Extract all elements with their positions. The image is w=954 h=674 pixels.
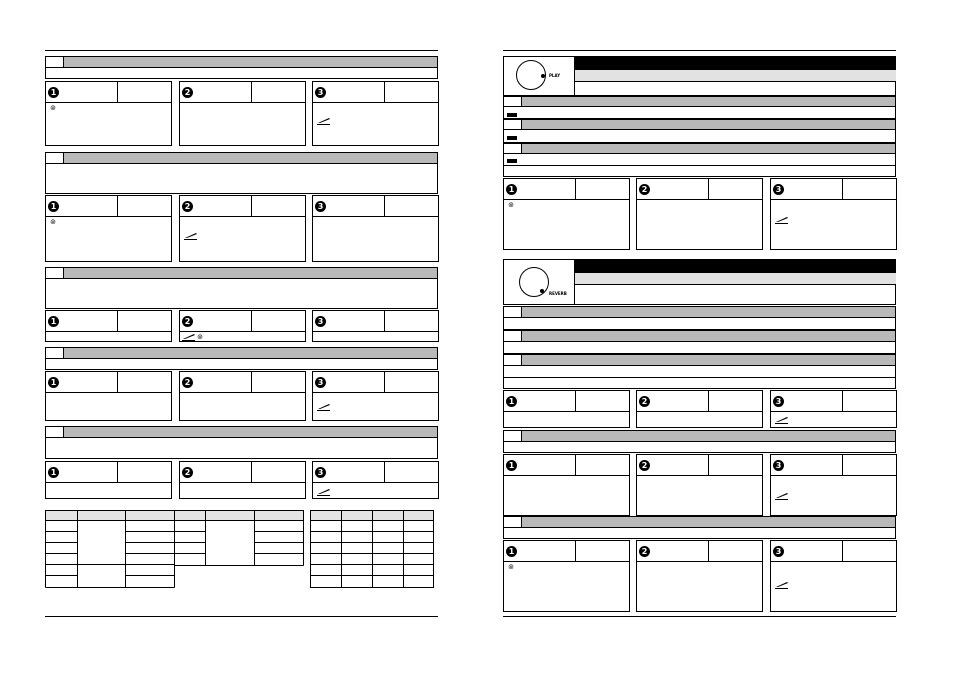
pedal-icon — [317, 403, 331, 411]
reverb-title-bar — [575, 259, 896, 273]
play-note-row — [503, 165, 896, 177]
left-section-3-step-2 — [179, 310, 306, 342]
left-page-bottom-rule — [45, 616, 438, 617]
right-reference-table — [310, 510, 434, 588]
left-section-3-step-3 — [312, 310, 439, 342]
option-marker-icon — [507, 113, 517, 117]
option-marker-icon — [507, 136, 517, 140]
section-tag — [46, 153, 64, 163]
step-number-icon: 1 — [48, 467, 59, 478]
reverb-knob-label: REVERB — [549, 291, 567, 296]
step-number-icon: 1 — [48, 201, 59, 212]
play-step-2 — [636, 178, 763, 250]
play-option-1-body — [503, 106, 896, 119]
step-number-icon: 1 — [506, 460, 517, 471]
reverb-c-step-1 — [503, 540, 630, 612]
left-page-top-rule — [45, 50, 438, 51]
pedal-icon — [317, 488, 331, 496]
right-page-top-rule — [503, 50, 896, 51]
reverb-c-step-2 — [636, 540, 763, 612]
section-tag — [504, 355, 522, 365]
play-step-3 — [770, 178, 897, 250]
left-section-1-step-3 — [312, 81, 439, 146]
reverb-a-step-2 — [636, 390, 763, 428]
pedal-icon — [775, 581, 789, 589]
section-tag — [504, 120, 522, 129]
left-section-2-step-3 — [312, 195, 439, 262]
left-section-4-step-2 — [179, 371, 306, 421]
pedal-icon — [184, 232, 198, 240]
step-number-icon: 2 — [639, 460, 650, 471]
pedal-icon — [775, 492, 789, 500]
left-reference-table — [45, 510, 305, 588]
step-number-icon: 3 — [315, 87, 326, 98]
left-section-1-body — [45, 67, 438, 79]
dial-icon: ⊚ — [508, 563, 514, 571]
reverb-b-step-1 — [503, 454, 630, 516]
step-number-icon: 3 — [315, 377, 326, 388]
step-number-icon: 1 — [506, 396, 517, 407]
left-section-3-step-1 — [45, 310, 172, 342]
reverb-a-step-1 — [503, 390, 630, 428]
step-number-icon: 3 — [773, 546, 784, 557]
reverb-c-step-3 — [770, 540, 897, 612]
left-section-1-step-1 — [45, 81, 172, 146]
step-number-icon: 3 — [315, 201, 326, 212]
left-section-3-body — [45, 278, 438, 309]
play-option-2-body — [503, 129, 896, 143]
section-tag — [46, 427, 64, 437]
left-section-4-step-1 — [45, 371, 172, 421]
section-tag — [46, 57, 64, 67]
step-number-icon: 2 — [182, 467, 193, 478]
step-number-icon: 1 — [48, 87, 59, 98]
section-tag — [504, 97, 522, 106]
reverb-b-step-3 — [770, 454, 897, 516]
step-number-icon: 3 — [773, 184, 784, 195]
pedal-icon — [317, 117, 331, 125]
left-section-5-body — [45, 437, 438, 459]
step-number-icon: 3 — [773, 460, 784, 471]
reverb-note-row — [503, 377, 896, 389]
step-number-icon: 2 — [639, 546, 650, 557]
reverb-a-step-3 — [770, 390, 897, 428]
left-section-2-step-1 — [45, 195, 172, 262]
reverb-option-4-body — [503, 441, 896, 453]
knob-pointer — [541, 74, 545, 78]
left-section-4-step-3 — [312, 371, 439, 421]
knob-icon — [519, 267, 549, 297]
step-number-icon: 2 — [639, 396, 650, 407]
reverb-b-step-2 — [636, 454, 763, 516]
pedal-icon — [775, 416, 789, 424]
step-number-icon: 2 — [182, 377, 193, 388]
step-number-icon: 1 — [48, 316, 59, 327]
step-number-icon: 3 — [315, 316, 326, 327]
pedal-icon — [775, 216, 789, 224]
knob-pointer — [540, 289, 544, 293]
step-number-icon: 3 — [315, 467, 326, 478]
step-number-icon: 2 — [182, 87, 193, 98]
section-tag — [46, 268, 64, 278]
play-title-bar — [575, 56, 896, 70]
play-step-1 — [503, 178, 630, 250]
right-page-bottom-rule — [503, 616, 896, 617]
step-number-icon: 1 — [506, 184, 517, 195]
section-tag — [504, 517, 522, 527]
step-number-icon: 1 — [48, 377, 59, 388]
section-tag — [504, 431, 522, 441]
step-number-icon: 2 — [182, 316, 193, 327]
option-marker-icon — [507, 159, 517, 163]
left-section-2-body — [45, 163, 438, 194]
reverb-option-1-body — [503, 317, 896, 330]
step-number-icon: 2 — [639, 184, 650, 195]
dial-icon: ⊚ — [197, 333, 203, 341]
left-section-5-step-3 — [312, 461, 439, 499]
left-section-5-step-1 — [45, 461, 172, 499]
step-number-icon: 3 — [773, 396, 784, 407]
section-tag — [46, 348, 64, 358]
left-section-5-step-2 — [179, 461, 306, 499]
dial-icon: ⊚ — [50, 104, 56, 112]
reverb-option-2-body — [503, 341, 896, 354]
step-number-icon: 1 — [506, 546, 517, 557]
section-tag — [504, 307, 522, 317]
dial-icon: ⊚ — [508, 201, 514, 209]
section-tag — [504, 144, 522, 153]
left-section-4-body — [45, 358, 438, 370]
play-subtitle-bar — [575, 70, 896, 82]
section-tag — [504, 331, 522, 341]
reverb-option-5-body — [503, 527, 896, 539]
step-number-icon: 2 — [182, 201, 193, 212]
left-section-2-step-2 — [179, 195, 306, 262]
dial-icon: ⊚ — [50, 218, 56, 226]
play-knob-label: PLAY — [549, 73, 561, 78]
left-section-1-step-2 — [179, 81, 306, 146]
reverb-subtitle-bar — [575, 273, 896, 285]
